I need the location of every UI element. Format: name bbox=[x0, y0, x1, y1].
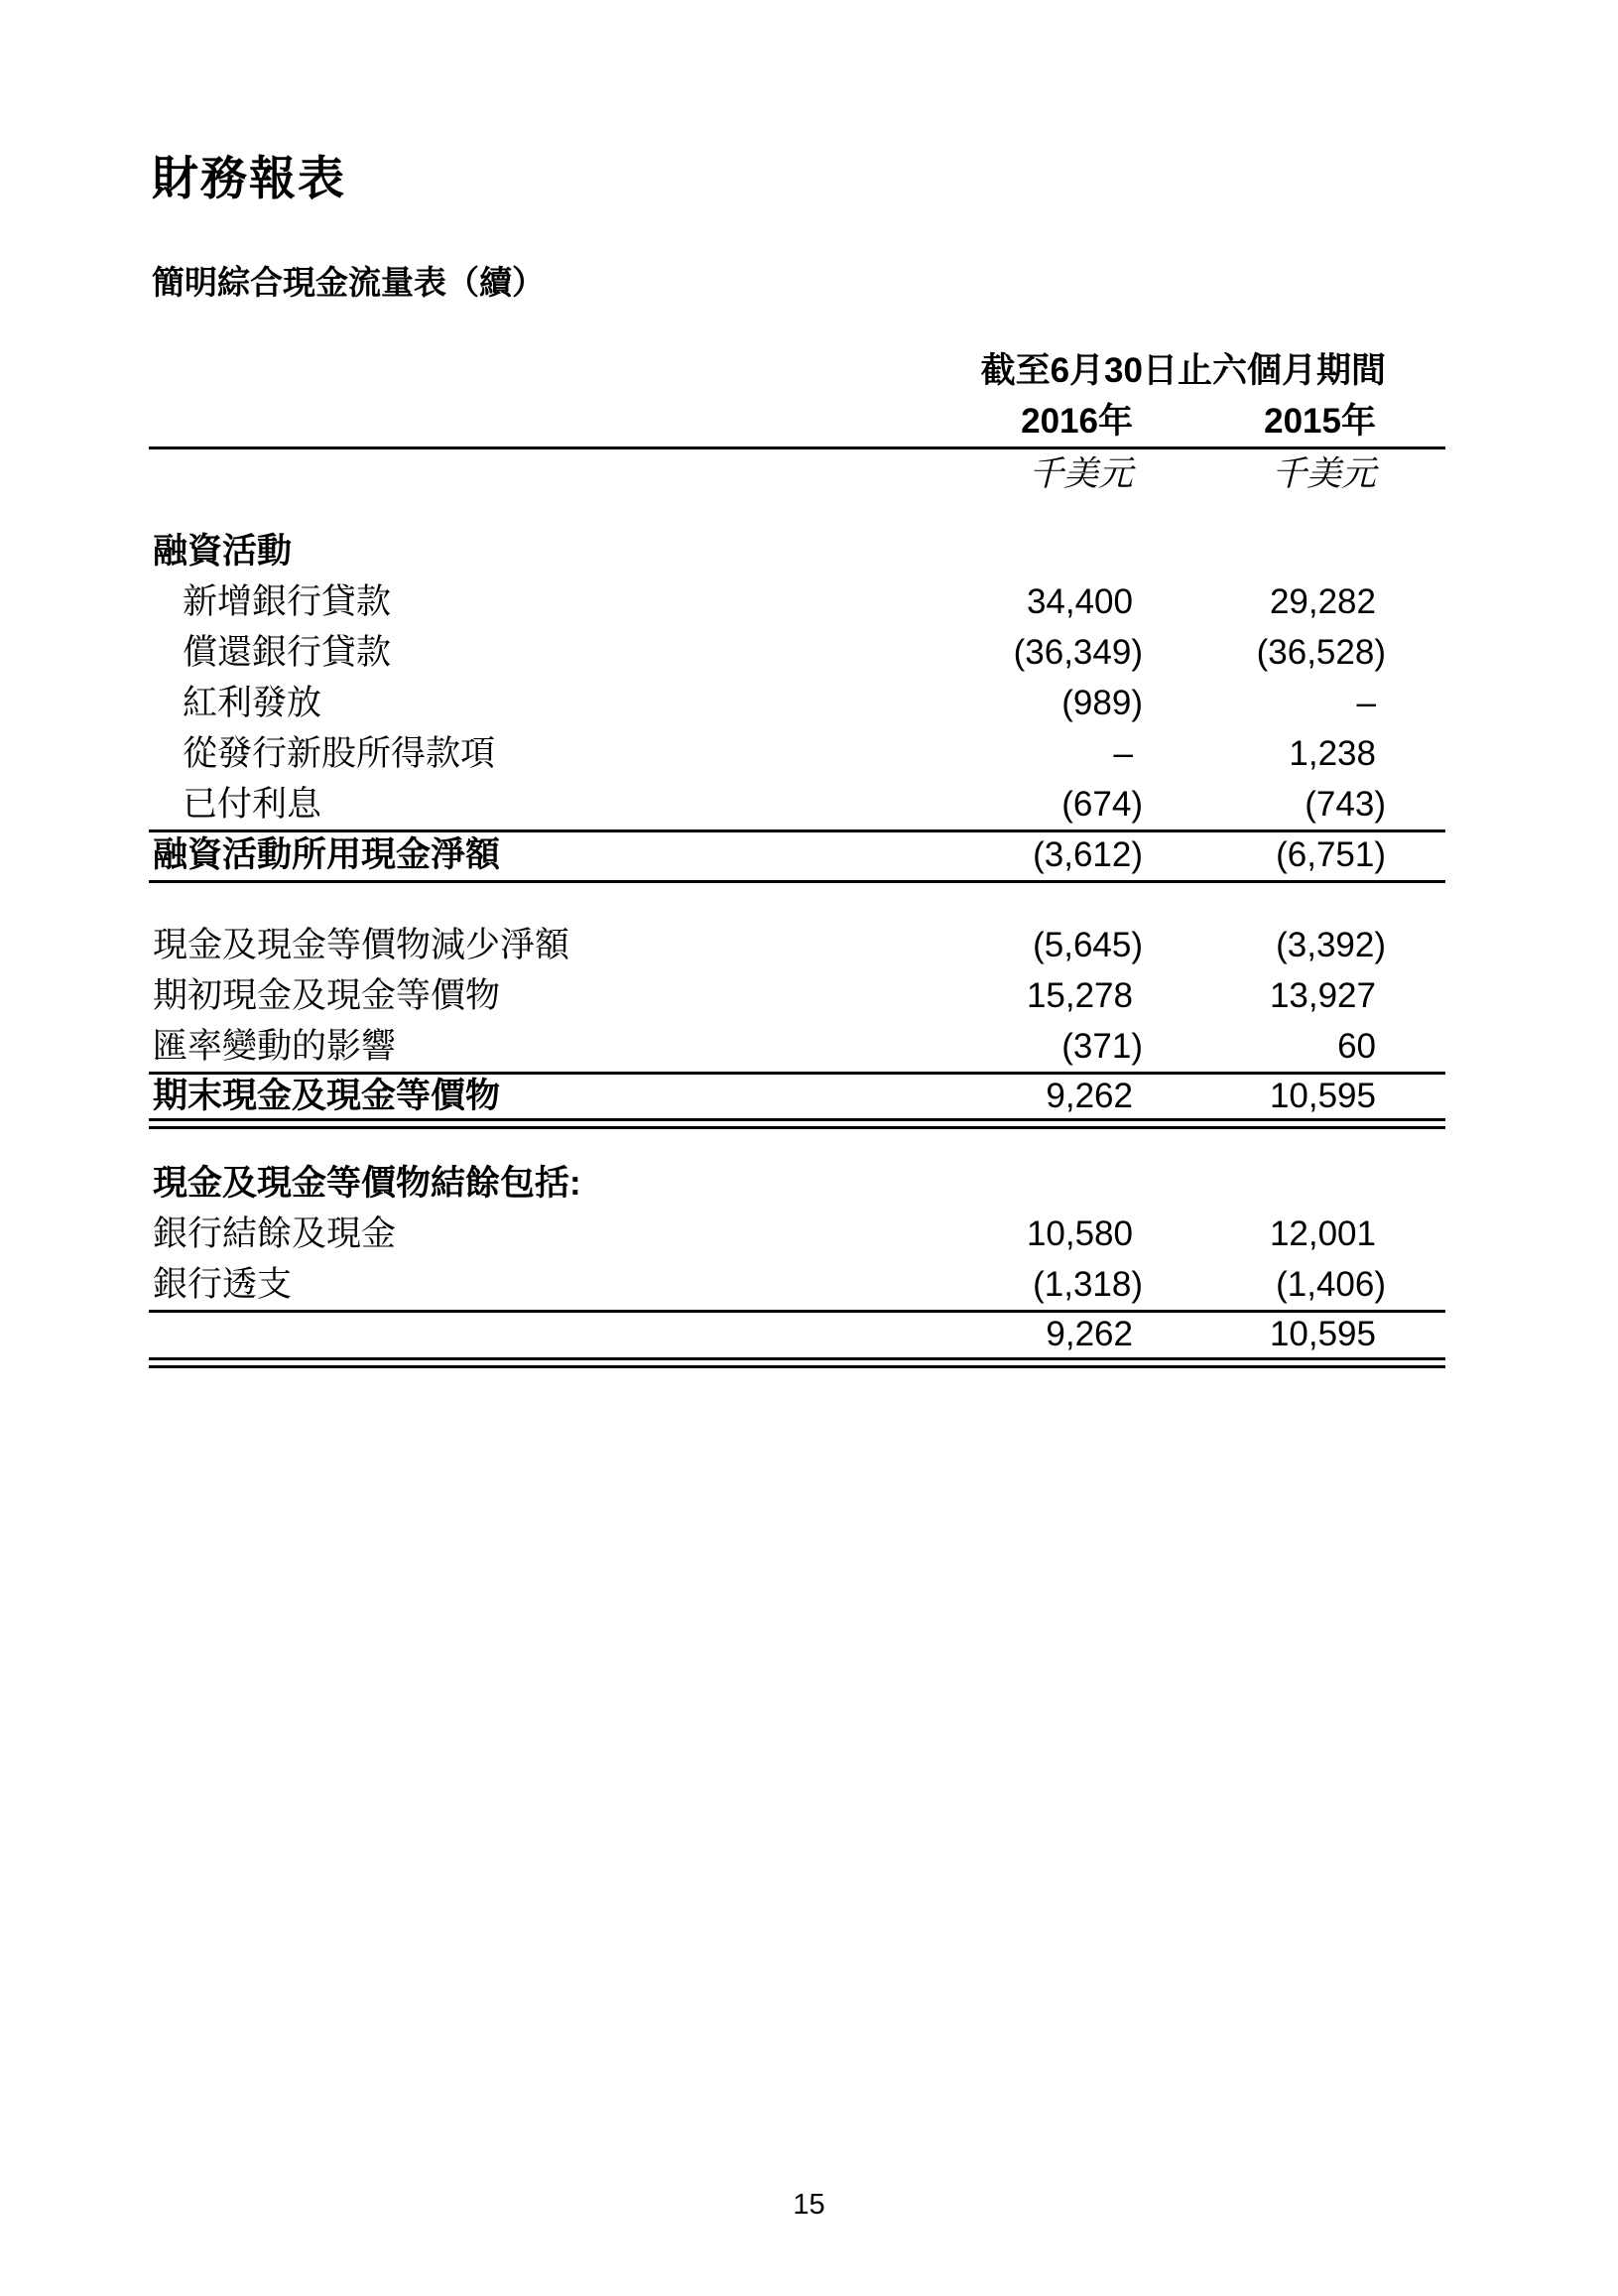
amount-2015: 1,238 bbox=[1289, 734, 1376, 774]
row-label: 紅利發放 bbox=[183, 684, 322, 723]
amount-2016: 34,400 bbox=[1026, 582, 1133, 622]
row-label: 從發行新股所得款項 bbox=[183, 734, 496, 774]
row-interest-paid bbox=[149, 780, 1445, 830]
row-label: 銀行結餘及現金 bbox=[153, 1214, 397, 1254]
amount-2016 bbox=[944, 1159, 1143, 1210]
amount-2016: (371) bbox=[1061, 1026, 1143, 1066]
period-header: 截至6月30日止六個月期間 bbox=[980, 351, 1386, 391]
amount-2016: – bbox=[1113, 734, 1133, 774]
row-label: 償還銀行貸款 bbox=[183, 633, 392, 673]
row-label: 匯率變動的影響 bbox=[153, 1026, 397, 1066]
row-label: 現金及現金等價物減少淨額 bbox=[153, 926, 570, 965]
amount-2015: 60 bbox=[1337, 1026, 1376, 1066]
row-label: 融資活動所用現金淨額 bbox=[153, 835, 501, 875]
year-header-row bbox=[149, 398, 1445, 447]
unit-label-2015: 千美元 bbox=[1271, 453, 1376, 493]
row-repayment-of-bank-loans bbox=[149, 628, 1445, 679]
amount-2015: 10,595 bbox=[1269, 1076, 1376, 1115]
unit-label-2016: 千美元 bbox=[1028, 453, 1133, 493]
column-header-2015: 2015年 bbox=[1264, 402, 1376, 441]
row-label bbox=[149, 1311, 944, 1357]
amount-2016: (989) bbox=[1061, 684, 1143, 723]
row-label: 期初現金及現金等價物 bbox=[153, 976, 501, 1016]
amount-2015 bbox=[1143, 1159, 1386, 1210]
amount-2016: (36,349) bbox=[1013, 633, 1143, 673]
amount-2016 bbox=[944, 527, 1143, 577]
period-header-row bbox=[149, 345, 1445, 398]
row-cash-and-cash-equivalents-at-end bbox=[149, 1073, 1445, 1118]
statement-subtitle: 簡明綜合現金流量表（續） bbox=[152, 264, 545, 301]
row-net-cash-used-in-financing-activities bbox=[149, 830, 1445, 881]
unit-header-row bbox=[149, 447, 1445, 499]
column-header-2016: 2016年 bbox=[1021, 402, 1133, 441]
row-label: 新增銀行貸款 bbox=[183, 582, 392, 622]
amount-2016: (5,645) bbox=[1033, 926, 1143, 965]
amount-2015: 10,595 bbox=[1269, 1315, 1376, 1353]
row-financing-activities-heading bbox=[149, 527, 1445, 577]
row-bank-overdrafts bbox=[149, 1260, 1445, 1311]
amount-2016: 15,278 bbox=[1026, 976, 1133, 1016]
spacer-row bbox=[149, 499, 1445, 527]
row-effect-of-exchange-rate-changes bbox=[149, 1022, 1445, 1073]
row-cash-and-cash-equivalents-at-beginning bbox=[149, 971, 1445, 1022]
row-label: 期末現金及現金等價物 bbox=[153, 1076, 501, 1115]
amount-2016: 9,262 bbox=[1046, 1076, 1133, 1115]
amount-2015: (1,406) bbox=[1276, 1264, 1386, 1304]
row-bank-balances-and-cash bbox=[149, 1210, 1445, 1260]
row-total-cash-and-cash-equivalents bbox=[149, 1311, 1445, 1357]
amount-2016: 10,580 bbox=[1026, 1214, 1133, 1254]
amount-2016: (1,318) bbox=[1033, 1264, 1143, 1304]
amount-2015: 13,927 bbox=[1269, 976, 1376, 1016]
row-label: 已付利息 bbox=[183, 784, 322, 824]
row-label: 融資活動 bbox=[153, 532, 293, 572]
amount-2015: (3,392) bbox=[1276, 926, 1386, 965]
row-net-decrease-in-cash-and-cash-equivalents bbox=[149, 921, 1445, 971]
spacer-row bbox=[149, 881, 1445, 921]
row-label: 現金及現金等價物結餘包括: bbox=[153, 1164, 581, 1204]
amount-2015: (36,528) bbox=[1256, 633, 1386, 673]
row-balances-of-cash-heading bbox=[149, 1159, 1445, 1210]
amount-2016: (674) bbox=[1061, 784, 1143, 824]
amount-2015: 12,001 bbox=[1269, 1214, 1376, 1254]
cash-flow-table bbox=[149, 345, 1445, 1368]
row-new-bank-loans bbox=[149, 577, 1445, 628]
page-title: 財務報表 bbox=[152, 152, 346, 204]
row-proceeds-from-issue-of-new-shares bbox=[149, 729, 1445, 780]
amount-2015: (743) bbox=[1305, 784, 1386, 824]
row-dividends-paid bbox=[149, 679, 1445, 729]
spacer-row bbox=[149, 1129, 1445, 1159]
double-rule bbox=[149, 1357, 1445, 1368]
double-rule bbox=[149, 1118, 1445, 1129]
amount-2016: (3,612) bbox=[1033, 835, 1143, 875]
amount-2016: 9,262 bbox=[1046, 1315, 1133, 1353]
amount-2015: (6,751) bbox=[1276, 835, 1386, 875]
page-number: 15 bbox=[793, 2189, 825, 2221]
amount-2015 bbox=[1143, 527, 1386, 577]
row-label: 銀行透支 bbox=[153, 1264, 293, 1304]
amount-2015: 29,282 bbox=[1269, 582, 1376, 622]
amount-2015: – bbox=[1356, 684, 1376, 723]
